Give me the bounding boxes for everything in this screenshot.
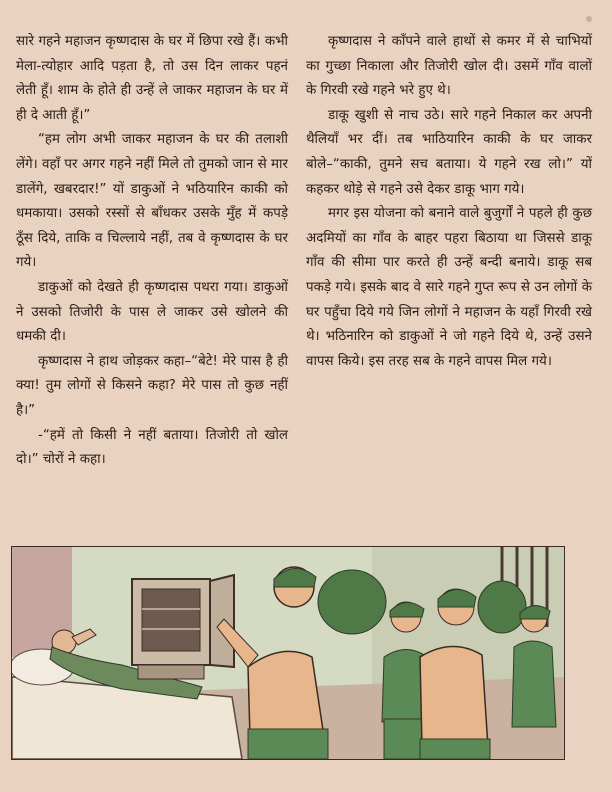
paragraph: डाकुओं को देखते ही कृष्णदास पथरा गया। डाकुओं ने उसको तिजोरी के पास ले जाकर उसे खोलने की धमकी दी। <box>16 279 288 345</box>
loot-sack <box>478 581 526 633</box>
story-illustration <box>11 546 565 760</box>
paragraph: कृष्णदास ने काँपने वाले हाथों से कमर में से चाभियों का गुच्छा निकाला और तिजोरी खोल दी। उसमें गाँव वालों के गिरवी रखे गहने भरे हुए थे। <box>306 34 592 99</box>
illustration-drawing <box>12 547 564 759</box>
left-text-column <box>16 30 288 473</box>
paragraph: -“हमें तो किसी ने नहीं बताया। तिजोरी तो खोल दो।” चोरों ने कहा। <box>16 427 288 468</box>
paragraph: “हम लोग अभी जाकर महाजन के घर की तलाशी लेंगे। वहाँ पर अगर गहने नहीं मिले तो तुमको जान से मार डालेंगे, खबरदार!” यों डाकुओं ने भठियारिन काकी को धमकाया। उसको रस्सों से बाँधकर उसके मुँह में कपड़े ठूँस दिये, ताकि व चिल्लाये नहीं, तब वे कृष्णदास के घर गये। <box>16 132 288 271</box>
loot-sack <box>318 570 386 634</box>
paragraph: मगर इस योजना को बनाने वाले बुजुर्गों ने पहले ही कुछ अदमियों का गाँव के बाहर पहरा बिठाया था जिससे डाकू गाँव की सीमा पार करते ही उन्हें बन्दी बनाये। डाकू सब पकड़े गये। इसके बाद वे सारे गहने गुप्त रूप से उन लोगों के घर पहुँचा दिये गये जिन लोगों ने महाजन के यहाँ गिरवी रखे थे। भठिनारिन को डाकुओं ने जो गहने दिये थे, उन्हें उसने वापस किये। इस तरह सब के गहने वापस मिल गये। <box>306 206 592 369</box>
right-text-column <box>306 30 592 374</box>
paragraph: डाकू खुशी से नाच उठे। सारे गहने निकाल कर अपनी थैलियाँ भर दीं। तब भाठियारिन काकी के घर जाकर बोले–“काकी, तुमने सच बताया। ये गहने रख लो।” यों कहकर थोड़े से गहने उसे देकर डाकू भाग गये। <box>306 107 592 197</box>
paragraph: सारे गहने महाजन कृष्णदास के घर में छिपा रखे हैं। कभी मेला-त्योहार आदि पड़ता है, तो उस दिन लाकर पहनं लेती हूँ। शाम के होते ही उन्हें ले जाकर महाजन के घर में ही दे आती हूँ।” <box>16 34 288 123</box>
paragraph: कृष्णदास ने हाथ जोड़कर कहा–“बेटे! मेरे पास है ही क्या! तुम लोगों से किसने कहा? मेरे पास तो कुछ नहीं है।” <box>16 353 288 418</box>
page-mark <box>586 16 592 22</box>
